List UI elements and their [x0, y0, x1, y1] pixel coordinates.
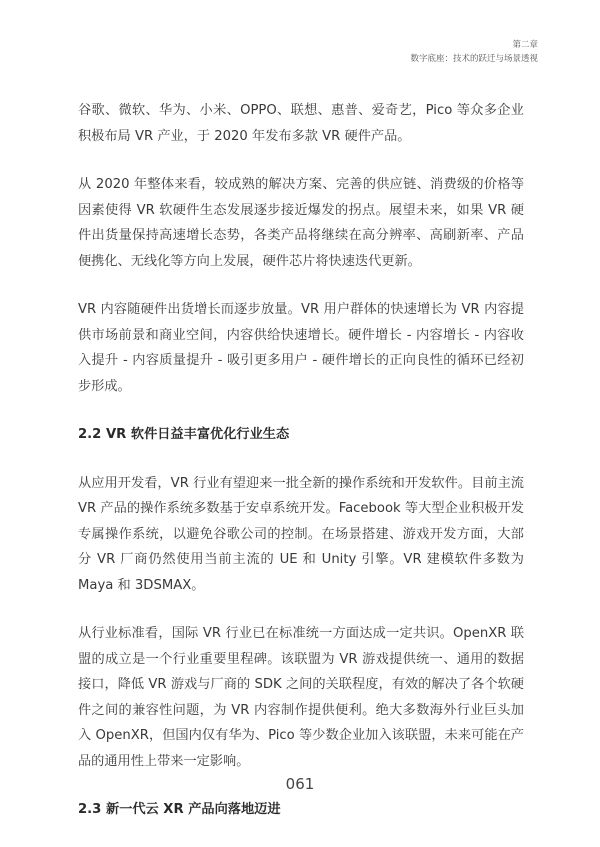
paragraph-content-growth: VR 内容随硬件出货增长而逐步放量。VR 用户群体的快速增长为 VR 内容提供市场前景和商业空间，内容供给快速增长。硬件增长 - 内容增长 - 内容收入提升 - 内容质量提升 - 吸引更多用户 - 硬件增长的正向良性的循环已经初步形成。	[78, 302, 524, 394]
chapter-subtitle: 数字底座：技术的跃迁与场景透视	[410, 54, 538, 64]
section-heading-2-2: 2.2 VR 软件日益丰富优化行业生态	[78, 427, 290, 442]
chapter-label: 第二章	[512, 40, 538, 50]
page-body	[78, 98, 524, 823]
section-heading-2-3: 2.3 新一代云 XR 产品向落地迈进	[78, 802, 281, 817]
page-number: 061	[285, 775, 315, 793]
paragraph-app-development: 从应用开发看，VR 行业有望迎来一批全新的操作系统和开发软件。目前主流 VR 产品的操作系统多数基于安卓系统开发。Facebook 等大型企业积极开发专属操作系统，以避免谷歌公司的控制。在场景搭建、游戏开发方面，大部分 VR 厂商仍然使用当前主流的 UE 和 Unity 引擎。VR 建模软件多数为 Maya 和 3DSMAX。	[78, 475, 524, 593]
paragraph-hardware-outlook: 从 2020 年整体来看，较成熟的解决方案、完善的供应链、消费级的价格等因素使得 VR 软硬件生态发展逐步接近爆发的拐点。展望未来，如果 VR 硬件出货量保持高速增长态势，各类产品将继续在高分辨率、高刷新率、产品便携化、无线化等方向上发展，硬件芯片将快速迭代更新。	[78, 177, 524, 269]
paragraph-vendors: 谷歌、微软、华为、小米、OPPO、联想、惠普、爱奇艺，Pico 等众多企业积极布局 VR 产业，于 2020 年发布多款 VR 硬件产品。	[78, 103, 524, 144]
paragraph-industry-standards: 从行业标准看，国际 VR 行业已在标准统一方面达成一定共识。OpenXR 联盟的成立是一个行业重要里程碑。该联盟为 VR 游戏提供统一、通用的数据接口，降低 VR 游戏与厂商的 SDK 之间的关联程度，有效的解决了各个软硬件之间的兼容性问题，为 VR 内容制作提供便利。绝大多数海外行业巨头加入 OpenXR，但国内仅有华为、Pico 等少数企业加入该联盟，未来可能在产品的通用性上带来一定影响。	[78, 626, 524, 769]
running-header	[410, 38, 538, 66]
